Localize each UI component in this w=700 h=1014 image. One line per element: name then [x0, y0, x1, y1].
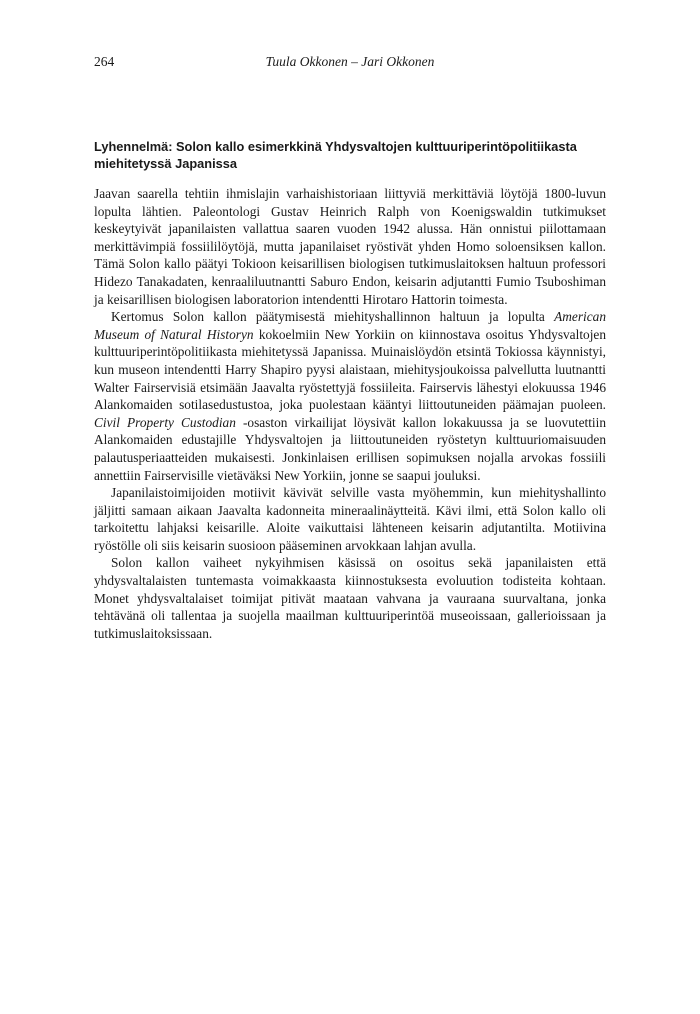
custodian-name-italic: Civil Property Custodian: [94, 414, 236, 430]
abstract-paragraph-3: Japanilaistoimijoiden motiivit kävivät selville vasta myöhemmin, kun miehityshallinto jäljitti samaan aikaan Jaavalta kadonneita mineraalinäytteitä. Kävi ilmi, että Solon kallo oli tarkoitettu lahjaksi keisarille. Aloite vaikuttaisi lähteneen keisarin adjutantilta. Motiivina ryöstölle oli siis keisarin suosioon pääseminen arvokkaan lahjan avulla.: [94, 485, 606, 553]
abstract-paragraph-4: Solon kallon vaiheet nykyihmisen käsissä on osoitus sekä japanilaisten että yhdysvaltalaisten tuntemasta voimakkaasta kiinnostuksesta evoluution todisteita kohtaan. Monet yhdysvaltalaiset toimijat pitivät maataan vahvana ja vauraana suurvaltana, jonka tehtävänä oli tallentaa ja suojella maailman kulttuuriperintöä museoissaan, gallerioissaan ja tutkimuslaitoksissaan.: [94, 555, 606, 641]
paragraph-2-text-c: -osaston virkailijat löysivät kallon lokakuussa ja se luovutettiin Alankomaiden edustajille Yhdysvaltojen ja liittoutuneiden ryöstetyn kulttuuriomaisuuden palautusperiaatteiden mukaisesti. Jonkinlaisen erillisen sopimuksen nojalla arvokas fossiili annettiin Fairservisille vietäväksi New Yorkiin, jonne se saapui jouluksi.: [94, 414, 607, 483]
abstract-body: [94, 185, 606, 642]
abstract-paragraph-2: [94, 308, 606, 484]
running-header: [94, 54, 606, 74]
abstract-heading: Lyhennelmä: Solon kallo esimerkkinä Yhdysvaltojen kulttuuriperintöpolitiikasta miehitetyssä Japanissa: [94, 139, 577, 171]
paragraph-2-text-b: kokoelmiin New Yorkiin on kiinnostava osoitus Yhdysvaltojen kulttuuriperintöpolitiikasta miehitetyssä Japanissa. Muinaislöydön etsintä Tokiossa käynnistyi, kun museon intendentti Harry Shapiro pyysi alaistaan, miehitysjoukoissa palvellutta luutnantti Walter Fairservisiä etsimään Jaavalta ryöstettyjä fossiileita. Fairservis lähestyi elokuussa 1946 Alankomaiden sotilasedustustoa, joka puolestaan kääntyi liittoutuneiden päämajan puoleen.: [94, 326, 606, 413]
abstract-paragraph-1: Jaavan saarella tehtiin ihmislajin varhaishistoriaan liittyviä merkittäviä löytöjä 1800-luvun lopulta lähtien. Paleontologi Gustav Heinrich Ralph von Koenigswaldin tutkimukset keskeytyivät japanilaisten vallattua saaren vuoden 1942 alussa. Hän onnistui piilottamaan merkittävimpiä fossiililöytöjä, mutta japanilaiset ryöstivät yhden Homo soloensiksen kallon. Tämä Solon kallo päätyi Tokioon keisarillisen biologisen tutkimuslaitoksen haltuun professori Hidezo Tanakadaten, kenraaliluutnantti Saburo Endon, keisarin adjutantti Fumio Tsuboshiman ja keisarillisen biologisen laboratorion intendentti Hirotaro Hattorin toimesta.: [94, 186, 606, 307]
museum-name-italic: American Museum of Natural Historyn: [94, 309, 606, 342]
paragraph-2-text-a: Kertomus Solon kallon päätymisestä miehityshallinnon haltuun ja lopulta: [111, 309, 555, 325]
running-title: Tuula Okkonen – Jari Okkonen: [265, 54, 435, 69]
page-number: 264: [94, 54, 115, 69]
